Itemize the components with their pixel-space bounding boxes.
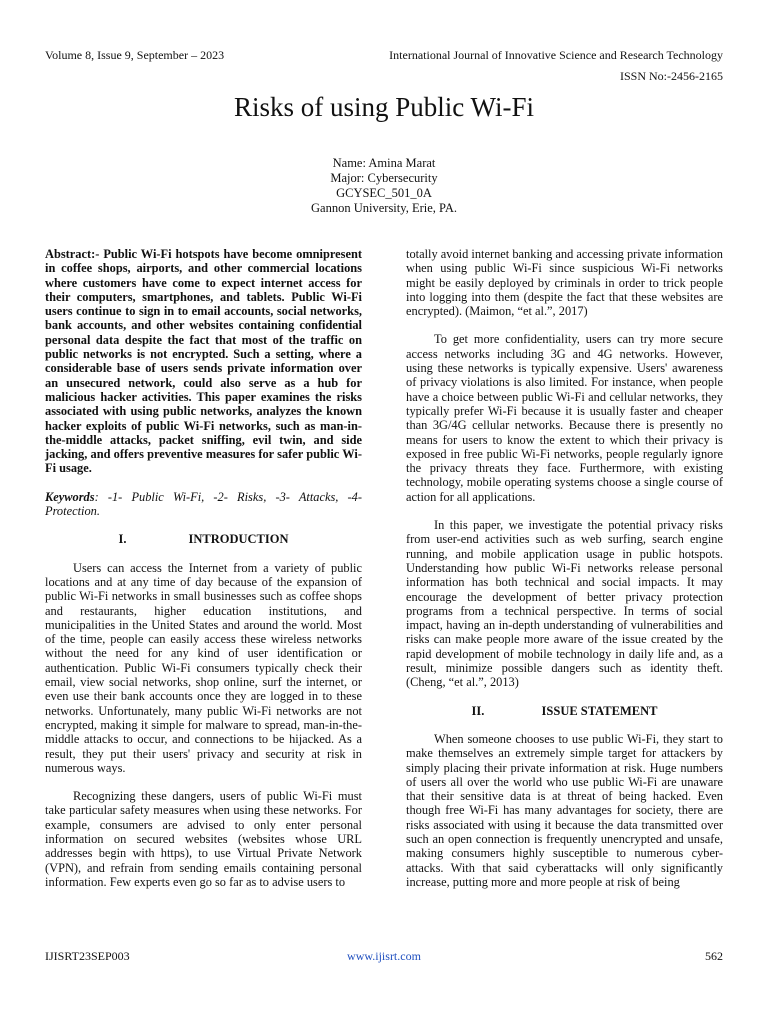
footer-website-link[interactable]: www.ijisrt.com [347,949,421,963]
keywords-text: : -1- Public Wi-Fi, -2- Risks, -3- Attacks, -4- Protection. [45,489,362,519]
left-column [45,247,362,889]
section-heading-introduction [45,532,362,546]
right-paragraph-2: To get more confidentiality, users can try more secure access networks including 3G and 4G networks. However, using these networks is typically expensive. Users' awareness of privacy violations is also limited. For instance, when people have a choice between public Wi-Fi and cellular networks, they typically prefer Wi-Fi because it is usually faster and cheaper than 3G/4G cellular networks. Because there is presently no means for users to know the extent to which their privacy is exposed in free public Wi-Fi networks, people regularly ignore the privacy threats they face. Furthermore, with existing technology, mobile operating systems choose a single course of action for all applications. [406,332,723,504]
right-column [406,247,723,889]
right-paragraph-3: In this paper, we investigate the potential privacy risks from user-end activities such as web surfing, search engine running, and mobile application usage in public hotspots. Understanding how public Wi-Fi networks release personal information has both technical and social impacts. It may encourage the development of better privacy protection programs from a technical perspective. In terms of social impact, having an in-depth understanding of vulnerabilities and risks can make people more aware of the issue created by the rapid development of mobile technology in daily life and, as a result, minimize possible dangers such as identity theft. (Cheng, “et al.”, 2013) [406,518,723,690]
section-number: II. [471,703,485,718]
right-paragraph-1: totally avoid internet banking and accessing private information when using public Wi-Fi since suspicious Wi-Fi networks might be easily deployed by criminals in order to trick people into logging into them (despite the fact that these websites are encrypted). (Maimon, “et al.”, 2017) [406,247,723,319]
section-title: INTRODUCTION [188,532,289,547]
author-major: Major: Cybersecurity [330,171,438,185]
keywords [45,490,362,519]
footer-paper-id: IJISRT23SEP003 [45,949,130,963]
header-issn: ISSN No:-2456-2165 [619,69,723,83]
header-volume: Volume 8, Issue 9, September – 2023 [45,48,225,62]
paper-title: Risks of using Public Wi-Fi [234,92,534,122]
issue-paragraph-1: When someone chooses to use public Wi-Fi, they start to make themselves an extremely simple target for attackers by simply placing their private information at risk. Huge numbers of users all over the world who use public Wi-Fi are unaware that their sensitive data is at threat of being hacked. Even though free Wi-Fi has many advantages for society, there are risks associated with using it because the data transmitted over such an open connection is frequently unencrypted and unsafe, making consumers highly susceptible to numerous cyber-attacks. With that said cyberattacks will only significantly increase, putting more and more people at risk of being [406,731,723,889]
keywords-label: Keywords [45,489,95,504]
author-block [0,156,768,216]
author-name: Name: Amina Marat [332,156,436,170]
section-number: I. [118,532,127,547]
intro-paragraph-2: Recognizing these dangers, users of public Wi-Fi must take particular safety measures when using these networks. For example, consumers are advised to only enter personal information on secured websites (websites whose URL addresses begin with https), to use Virtual Private Network (VPN), and refrain from sending emails containing personal information. Few experts even go so far as to advise users to [45,789,362,889]
section-title: ISSUE STATEMENT [541,703,658,718]
abstract: Abstract:- Public Wi-Fi hotspots have become omnipresent in coffee shops, airports, and other commercial locations where customers have come to expect internet access for their computers, smartphones, and tablets. Public Wi-Fi users continue to sign in to email accounts, social networks, bank accounts, and other websites containing confidential personal data despite the fact that most of the traffic on public networks is not encrypted. Such a setting, where a considerable base of users sends private information over an unsecured network, could also serve as a hub for malicious hacker activities. This paper examines the risks associated with using public networks, analyzes the known hacker exploits of public Wi-Fi networks, such as man-in-the-middle attacks, packet sniffing, evil twin, and side jacking, and offers preventive measures for safer public Wi-Fi usage. [45,247,362,476]
author-course: GCYSEC_501_0A [336,186,432,200]
section-heading-issue-statement [406,704,723,718]
header-journal: International Journal of Innovative Science and Research Technology [389,48,723,62]
intro-paragraph-1: Users can access the Internet from a variety of public locations and at any time of day because of the expansion of public Wi-Fi networks in small businesses such as coffee shops and restaurants, higher education institutions, and municipalities in the United States and around the world. Most of the time, people can easily access these wireless networks without the need for any kind of user identification or authentication. Public Wi-Fi consumers typically check their email, view social networks, shop online, surf the internet, or even use their bank accounts once they are logged in to these networks. Unfortunately, many public Wi-Fi networks are not encrypted, making it simple for malware to spread, man-in-the-middle attacks to occur, and connections to be hijacked. As a result, they put their users' privacy and security at risk in numerous ways. [45,560,362,775]
footer-page-number: 562 [705,949,723,963]
author-affiliation: Gannon University, Erie, PA. [311,201,457,215]
